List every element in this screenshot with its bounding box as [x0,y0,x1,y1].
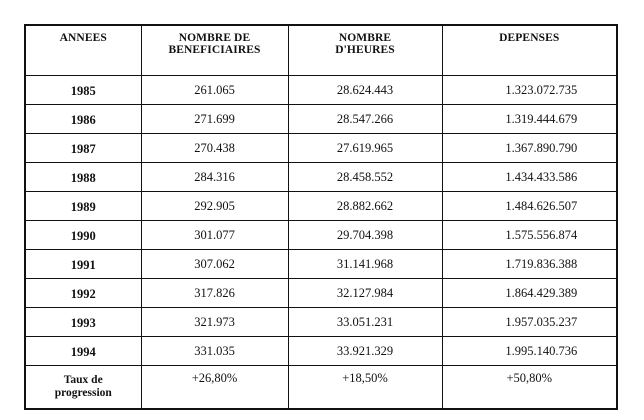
cell-beneficiaries: 317.826 [141,279,288,308]
progression-row [25,366,617,410]
cell-year: 1992 [25,279,141,308]
table-header-row [25,25,617,76]
cell-beneficiaries: 270.438 [141,134,288,163]
header-depenses: DEPENSES [442,25,617,76]
cell-beneficiaries: 321.973 [141,308,288,337]
cell-hours: 33.051.231 [288,308,442,337]
progression-beneficiaries: +26,80% [141,366,288,410]
cell-beneficiaries: 292.905 [141,192,288,221]
cell-beneficiaries: 331.035 [141,337,288,366]
cell-expenses: 1.434.433.586 [442,163,617,192]
progression-hours: +18,50% [288,366,442,410]
cell-hours: 32.127.984 [288,279,442,308]
cell-expenses: 1.575.556.874 [442,221,617,250]
table-row [25,105,617,134]
table-row [25,163,617,192]
cell-year: 1991 [25,250,141,279]
header-annees: ANNEES [25,25,141,76]
cell-expenses: 1.864.429.389 [442,279,617,308]
cell-year: 1986 [25,105,141,134]
cell-hours: 28.882.662 [288,192,442,221]
cell-year: 1987 [25,134,141,163]
cell-beneficiaries: 307.062 [141,250,288,279]
table-row [25,337,617,366]
progression-label: Taux de progression [25,366,141,410]
table-row [25,76,617,105]
cell-expenses: 1.484.626.507 [442,192,617,221]
cell-year: 1990 [25,221,141,250]
cell-year: 1989 [25,192,141,221]
table-row [25,221,617,250]
header-nombre-heures: NOMBRE D'HEURES [288,25,442,76]
cell-hours: 33.921.329 [288,337,442,366]
cell-hours: 28.547.266 [288,105,442,134]
cell-year: 1994 [25,337,141,366]
cell-expenses: 1.367.890.790 [442,134,617,163]
table-row [25,308,617,337]
cell-beneficiaries: 301.077 [141,221,288,250]
cell-expenses: 1.719.836.388 [442,250,617,279]
statistics-table [24,24,618,410]
table-row [25,250,617,279]
table-row [25,134,617,163]
header-nombre-beneficiaires: NOMBRE DE BENEFICIAIRES [141,25,288,76]
cell-beneficiaries: 284.316 [141,163,288,192]
progression-expenses: +50,80% [442,366,617,410]
cell-year: 1993 [25,308,141,337]
cell-expenses: 1.995.140.736 [442,337,617,366]
cell-hours: 28.458.552 [288,163,442,192]
table-row [25,192,617,221]
table-row [25,279,617,308]
statistics-table-container [24,24,616,399]
cell-expenses: 1.323.072.735 [442,76,617,105]
cell-year: 1985 [25,76,141,105]
cell-expenses: 1.957.035.237 [442,308,617,337]
cell-hours: 29.704.398 [288,221,442,250]
cell-year: 1988 [25,163,141,192]
cell-hours: 31.141.968 [288,250,442,279]
cell-hours: 27.619.965 [288,134,442,163]
cell-hours: 28.624.443 [288,76,442,105]
cell-expenses: 1.319.444.679 [442,105,617,134]
cell-beneficiaries: 271.699 [141,105,288,134]
cell-beneficiaries: 261.065 [141,76,288,105]
